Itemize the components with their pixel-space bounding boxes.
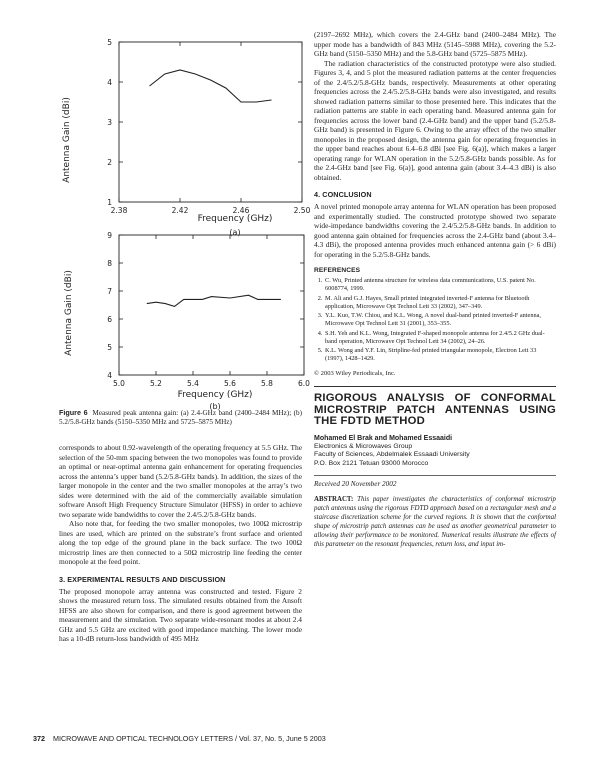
copyright: © 2003 Wiley Periodicals, Inc. <box>314 369 396 377</box>
caption-text: Measured peak antenna gain: (a) 2.4-GHz band (2400–2484 MHz); (b) 5.2/5.8-GHz bands (5150–5350 MHz and 5725–5875 MHz) <box>59 409 302 427</box>
chart-b-xtick-label: 5.8 <box>261 379 273 388</box>
chart-a-frame <box>119 42 302 202</box>
chart-a-sublabel: (a) <box>229 228 241 237</box>
chart-a-xtick-label: 2.42 <box>171 206 189 215</box>
chart-b-xtick-label: 5.2 <box>150 379 162 388</box>
chart-b-ytick-label: 5 <box>107 343 112 352</box>
figure-6a <box>59 30 339 240</box>
references-heading: REFERENCES <box>314 267 361 274</box>
chart-b-xlabel: Frequency (GHz) <box>177 390 253 400</box>
chart-b-ytick-label: 4 <box>107 371 112 380</box>
chart-b-ytick-label: 9 <box>107 231 112 240</box>
chart-a-ytick-label: 5 <box>107 38 112 47</box>
chart-a-ytick-label: 4 <box>107 78 112 87</box>
chart-a-ytick-label: 3 <box>107 118 112 127</box>
journal-name: MICROWAVE AND OPTICAL TECHNOLOGY LETTERS / Vol. 37, No. 5, June 5 2003 <box>53 734 326 743</box>
left-paragraph-1: corresponds to about 0.92-wavelength of the operating frequency at 5.5 GHz. The selection of the 50-mm spacing between the two monopoles was found to provide an optimal or near-optimal antenna gain enhancement for operating frequencies across the antenna’s upper band (5.2/5.8-GHz bands). In addition, the sizes of the larger monopole in the center and the two smaller monopoles at the array’s two sides were determined with the aid of the commercially available simulation software Ansoft High Frequency Structure Simulator (HFSS) in order to achieve two separate wide bandwidths to cover the 2.4/5.2/5.8-GHz bands. <box>59 443 302 519</box>
reference-list <box>314 277 556 364</box>
right-paragraph-1: (2197–2692 MHz), which covers the 2.4-GHz band (2400–2484 MHz). The upper mode has a bandwidth of 843 MHz (5145–5988 MHz), covering the 5.2-GHz band (5150–5350 MHz) and the 5.8-GHz band (5725–5875 MHz). <box>314 30 556 58</box>
chart-a-xtick-label: 2.50 <box>293 206 311 215</box>
chart-b-series-line <box>147 295 281 306</box>
reference-item: 4. S.H. Yeh and K.L. Wong, Integrated F-shaped monopole antenna for 2.4/5.2 GHz dual-band operation, Microwave Opt Technol Lett 34 (2002), 24–26. <box>324 330 556 346</box>
conclusion-paragraph: A novel printed monopole array antenna for WLAN operation has been proposed and experimentally studied. The constructed prototype showed two separate wide-impedance bandwidths covering the 2.4/5.2/5.8-GHz bands. In addition to good antenna gain obtained for frequencies across the 2.4-GHz band (about 3.4–4.3 dBi), the proposed antenna provides much enhanced antenna gain (> 6 dBi) for operating in the 5.2/5.8-GHz bands. <box>314 202 556 259</box>
right-paragraph-2: The radiation characteristics of the constructed prototype were also studied. Figures 3, 4, and 5 plot the measured radiation patterns at the center frequencies of the 2.4/5.2/5.8-GHz bands, respectively. Measurements at other operating frequencies across the 2.4/5.2/5.8-GHz bands were also investigated, and results showed radiation patterns similar to those presented here. This indicates that the radiation patterns are stable in each operating band. Measured antenna gain for frequencies across the lower band (2.4-GHz band) and the upper band (5.2/5.8-GHz band) is presented in Figure 6. Owing to the array effect of the two smaller monopoles in the proposed design, the antenna gain for operating frequencies in the upper band reaches about 6.4–6.8 dBi [see Fig. 6(a)], which makes a larger operating range for WLAN operation in the 5.2/5.8-GHz bands possible. As for the 2.4-GHz band [see Fig. 6(a)], good antenna gain (about 3.4–4.3 dBi) is also obtained. <box>314 58 556 182</box>
chart-b-xtick-label: 6.0 <box>298 379 310 388</box>
reference-item: 3. Y.L. Kuo, T.W. Chiou, and K.L. Wong, A novel dual-band printed inverted-F antenna, Microwave Opt Technol Lett 31 (2001), 353–355. <box>324 312 556 328</box>
chart-b-xtick-label: 5.0 <box>113 379 125 388</box>
chart-a-ytick-label: 1 <box>107 198 112 207</box>
chart-b-ylabel: Antenna Gain (dBi) <box>64 270 74 356</box>
left-paragraph-3: The proposed monopole array antenna was constructed and tested. Figure 2 shows the measured return loss. The simulated results obtained from the Ansoft HFSS are also shown for comparison, and there is good agreement between the measurement and the simulation. Two separate wide-resonant modes at about 2.4 GHz and 5.5 GHz are excited with good impedance matching. The lower mode has a 10-dB return-loss bandwidth of 495 MHz <box>59 586 302 643</box>
chart-a-ylabel: Antenna Gain (dBi) <box>62 97 72 183</box>
article-authors: Mohamed El Brak and Mohamed Essaaidi <box>314 434 453 442</box>
affiliation-line: Faculty of Sciences, Abdelmalek Essaadi University <box>314 451 470 459</box>
abstract-label: ABSTRACT: <box>314 496 354 504</box>
abstract-text: This paper investigates the characteristics of conformal microstrip patch antennas using the rigorous FDTD approach based on a rectangular mesh and a staircase discretization scheme for the curved regions. It is shown that the conformal shape of microstrip patch antennas can be used as another geometrical parameter to allowing their performance to be monitored. Numerical results illustrate the effects of this parameter on the resonant frequencies, return loss, and input im- <box>314 496 556 549</box>
chart-b-sublabel: (b) <box>209 402 221 410</box>
reference-item: 1. C. Wu, Printed antenna structure for wireless data communications, U.S. patent No. 6008774, 1999. <box>324 277 556 293</box>
title-rule <box>314 386 556 387</box>
section-4-heading: 4. CONCLUSION <box>314 190 372 199</box>
chart-b-xtick-label: 5.6 <box>224 379 236 388</box>
chart-b-ytick-label: 7 <box>107 287 112 296</box>
left-column <box>59 443 302 644</box>
article-title: RIGOROUS ANALYSIS OF CONFORMAL MICROSTRIP PATCH ANTENNAS USING THE FDTD METHOD <box>314 392 556 428</box>
affiliation-line: Electronics & Microwaves Group <box>314 442 413 450</box>
chart-b <box>59 225 339 410</box>
page-footer <box>33 734 568 743</box>
affiliation-line: P.O. Box 2121 Tetuan 93000 Morocco <box>314 459 429 467</box>
chart-a-ytick-label: 2 <box>107 158 112 167</box>
chart-b-frame <box>119 235 304 375</box>
figure-6-caption <box>59 408 302 428</box>
chart-a-xlabel: Frequency (GHz) <box>197 214 273 224</box>
chart-a-series-line <box>150 70 272 102</box>
page-number: 372 <box>33 734 45 743</box>
left-paragraph-2: Also note that, for feeding the two smaller monopoles, two 100Ω microstrip lines are used, which are printed on the substrate’s front surface and oriented along the top edge of the ground plane in the back surface. The two 100Ω microstrip lines are then connected to a 50Ω microstrip line feeding the center monopole at the feed point. <box>59 519 302 566</box>
chart-a-xtick-label: 2.46 <box>232 206 250 215</box>
figure-6b <box>59 225 339 410</box>
section-3-heading: 3. EXPERIMENTAL RESULTS AND DISCUSSION <box>59 574 226 584</box>
chart-b-xtick-label: 5.4 <box>187 379 199 388</box>
abstract <box>314 495 556 549</box>
reference-item: 2. M. Ali and G.J. Hayes, Small printed integrated inverted-F antenna for Bluetooth application, Microwave Opt Technol Lett 33 (2002), 347–349. <box>324 295 556 311</box>
references <box>314 267 556 378</box>
chart-b-ytick-label: 6 <box>107 315 112 324</box>
caption-label: Figure 6 <box>59 408 88 417</box>
chart-a-xtick-label: 2.38 <box>110 206 128 215</box>
right-column <box>314 30 556 549</box>
chart-b-ytick-label: 8 <box>107 259 112 268</box>
reference-item: 5. K.L. Wong and Y.F. Lin, Stripline-fed printed triangular monopole, Electron Lett 33 (1997), 1428–1429. <box>324 347 556 363</box>
chart-a <box>59 30 339 240</box>
received-rule <box>314 475 556 476</box>
received-date: Received 20 November 2002 <box>314 479 397 488</box>
